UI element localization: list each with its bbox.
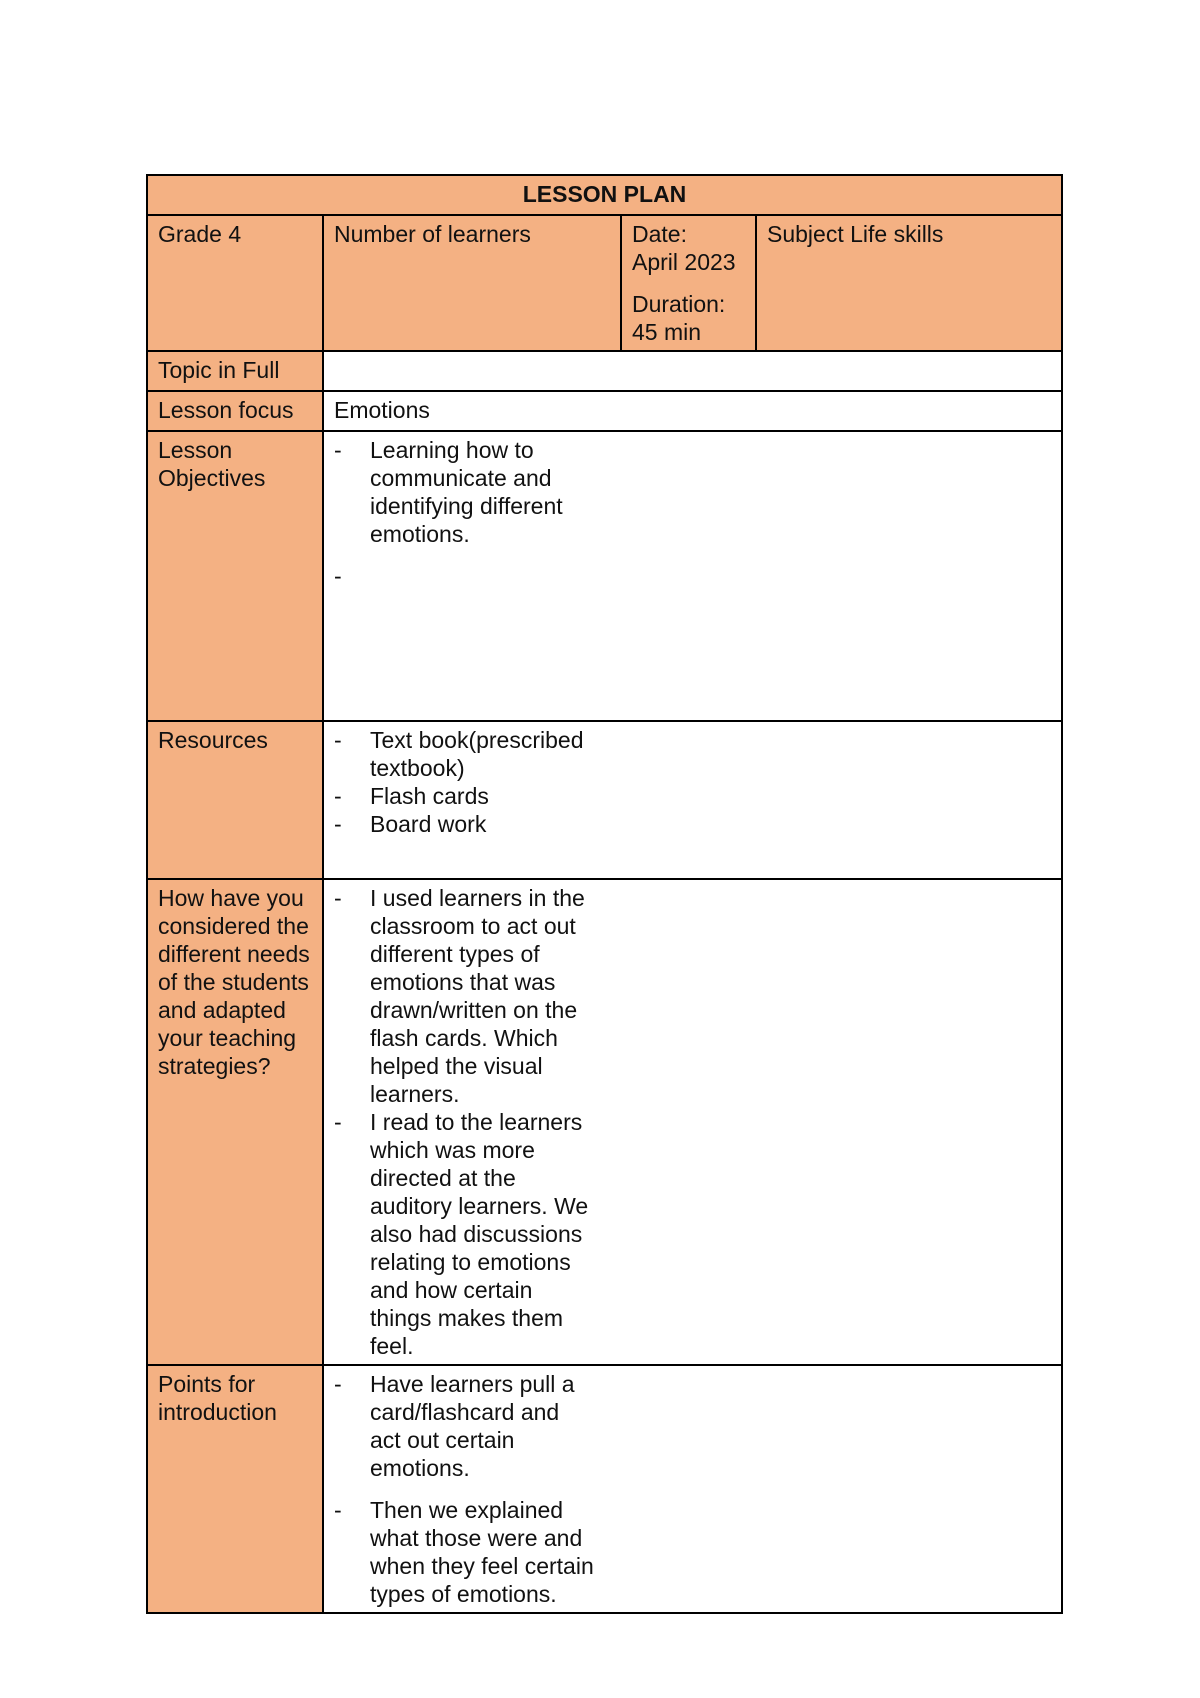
lesson-plan-title: LESSON PLAN <box>147 175 1062 215</box>
learners-cell: Number of learners <box>323 215 621 351</box>
topic-label: Topic in Full <box>147 351 323 391</box>
date-value: April 2023 <box>632 249 736 275</box>
focus-row <box>147 391 1062 431</box>
introduction-text: Have learners pull a card/flashcard and act out certain emotions. <box>370 1371 575 1481</box>
needs-row <box>147 879 1062 1365</box>
bullet-dash: - <box>334 727 342 753</box>
resource-text: Board work <box>370 811 487 837</box>
resources-row <box>147 721 1062 879</box>
objectives-row <box>147 431 1062 721</box>
needs-text: I read to the learners which was more directed at the auditory learners. We also had discussions relating to emotions and how certain things makes them feel. <box>370 1109 589 1359</box>
bullet-dash: - <box>334 811 342 837</box>
list-item <box>334 782 594 810</box>
date-label: Date: <box>632 221 687 247</box>
objective-text: Learning how to communicate and identifying different emotions. <box>370 437 563 547</box>
introduction-row <box>147 1365 1062 1613</box>
topic-row <box>147 351 1062 391</box>
bullet-dash: - <box>334 437 342 463</box>
title-row <box>147 175 1062 215</box>
duration-value: 45 min <box>632 319 702 345</box>
bullet-dash: - <box>334 783 342 809</box>
resource-text: Flash cards <box>370 783 489 809</box>
list-item <box>334 1108 594 1360</box>
bullet-dash: - <box>334 563 342 589</box>
duration-label: Duration: <box>632 291 726 317</box>
grade-cell: Grade 4 <box>147 215 323 351</box>
list-item <box>334 1370 594 1482</box>
needs-content <box>323 879 1062 1365</box>
bullet-dash: - <box>334 1497 342 1523</box>
lesson-plan-table <box>146 174 1063 1614</box>
needs-label: How have you considered the different needs of the students and adapted your teaching strategies? <box>147 879 323 1365</box>
introduction-content <box>323 1365 1062 1613</box>
objectives-list <box>334 436 594 589</box>
header-row <box>147 215 1062 351</box>
bullet-dash: - <box>334 1371 342 1397</box>
topic-value <box>323 351 1062 391</box>
subject-cell: Subject Life skills <box>756 215 1062 351</box>
focus-label: Lesson focus <box>147 391 323 431</box>
bullet-dash: - <box>334 1109 342 1135</box>
list-item <box>334 726 594 782</box>
objectives-content <box>323 431 1062 721</box>
focus-value: Emotions <box>323 391 1062 431</box>
bullet-dash: - <box>334 885 342 911</box>
objectives-label: Lesson Objectives <box>147 431 323 721</box>
resources-list <box>334 726 594 838</box>
introduction-text: Then we explained what those were and when they feel certain types of emotions. <box>370 1497 594 1607</box>
list-item <box>334 1496 594 1608</box>
resource-text: Text book(prescribed textbook) <box>370 727 584 781</box>
list-item <box>334 810 594 838</box>
date-duration-cell <box>621 215 756 351</box>
introduction-label: Points for introduction <box>147 1365 323 1613</box>
list-item <box>334 884 594 1108</box>
needs-list <box>334 884 594 1360</box>
resources-content <box>323 721 1062 879</box>
needs-text: I used learners in the classroom to act out different types of emotions that was drawn/written on the flash cards. Which helped the visual learners. <box>370 885 585 1107</box>
list-item <box>334 436 594 548</box>
resources-label: Resources <box>147 721 323 879</box>
introduction-list <box>334 1370 594 1608</box>
